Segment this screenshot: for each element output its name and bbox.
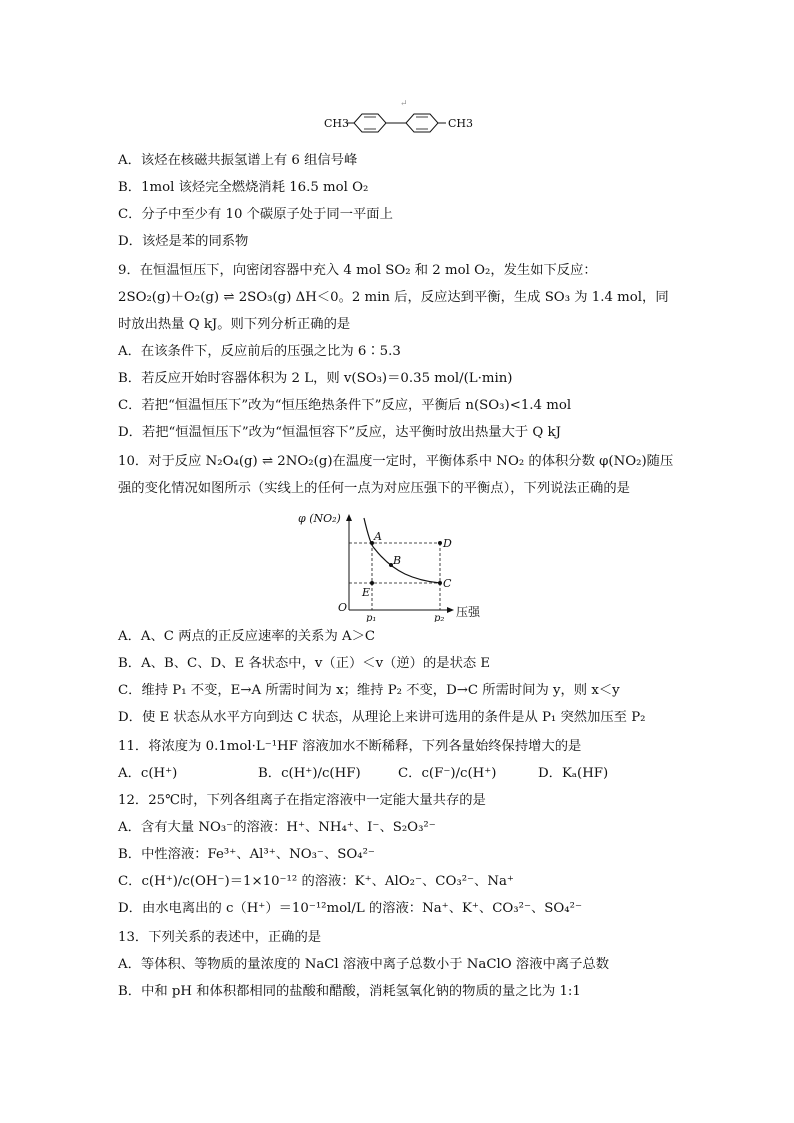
- graph-label-p2: p₂: [434, 613, 445, 622]
- graph-label-p1: p₁: [366, 613, 377, 622]
- q13-option-b: B．中和 pH 和体积都相同的盐酸和醋酸，消耗氢氧化钠的物质的量之比为 1:1: [118, 984, 581, 999]
- q12-stem: 12．25℃时，下列各组离子在指定溶液中一定能大量共存的是: [118, 793, 486, 808]
- q10-pressure-graph: [290, 506, 500, 622]
- q10-option-c: C．维持 P₁ 不变，E→A 所需时间为 x；维持 P₂ 不变，D→C 所需时间为 y，则 x＜y: [118, 683, 620, 698]
- q12-option-b: B．中性溶液：Fe³⁺、Al³⁺、NO₃⁻、SO₄²⁻: [118, 847, 375, 862]
- q13-stem: 13．下列关系的表述中，正确的是: [118, 930, 322, 945]
- q9-option-c: C．若把“恒温恒压下”改为“恒压绝热条件下”反应，平衡后 n(SO₃)<1.4 mol: [118, 398, 572, 413]
- q8-option-c: C．分子中至少有 10 个碳原子处于同一平面上: [118, 207, 393, 222]
- q12-option-a: A．含有大量 NO₃⁻的溶液：H⁺、NH₄⁺、I⁻、S₂O₃²⁻: [118, 820, 436, 835]
- q12-option-c: C．c(H⁺)/c(OH⁻)＝1×10⁻¹² 的溶液：K⁺、AlO₂⁻、CO₃²⁻、Na⁺: [118, 874, 514, 889]
- q13-option-a: A．等体积、等物质的量浓度的 NaCl 溶液中离子总数小于 NaClO 溶液中离子总数: [118, 957, 609, 972]
- q9-stem-line-1: 9．在恒温恒压下，向密闭容器中充入 4 mol SO₂ 和 2 mol O₂，发生如下反应：: [118, 263, 597, 278]
- structure-right-ch3: CH3: [448, 117, 474, 130]
- graph-y-axis-label: φ (NO₂): [298, 512, 341, 525]
- graph-point-e: [370, 581, 374, 585]
- graph-label-a: A: [374, 530, 382, 543]
- q10-stem-line-1: 10．对于反应 N₂O₄(g) ⇌ 2NO₂(g)在温度一定时，平衡体系中 NO₂ 的体积分数 φ(NO₂)随压: [118, 454, 674, 469]
- graph-x-axis-label: 压强: [456, 605, 481, 619]
- q10-option-a: A．A、C 两点的正反应速率的关系为 A＞C: [118, 629, 376, 644]
- q9-option-a: A．在该条件下，反应前后的压强之比为 6∶5.3: [118, 344, 401, 359]
- q9-stem-line-3: 时放出热量 Q kJ。则下列分析正确的是: [118, 317, 351, 332]
- q11-option-a: A．c(H⁺): [118, 766, 178, 781]
- q11-stem: 11．将浓度为 0.1mol·L⁻¹HF 溶液加水不断稀释，下列各量始终保持增大的是: [118, 739, 582, 754]
- q10-stem-line-2: 强的变化情况如图所示（实线上的任何一点为对应压强下的平衡点），下列说法正确的是: [118, 481, 630, 496]
- biphenyl-structure-figure: [318, 96, 488, 140]
- q11-option-c: C．c(F⁻)/c(H⁺): [398, 766, 497, 781]
- q10-option-d: D．使 E 状态从水平方向到达 C 状态，从理论上来讲可选用的条件是从 P₁ 突然加压至 P₂: [118, 710, 646, 725]
- q8-option-b: B．1mol 该烃完全燃烧消耗 16.5 mol O₂: [118, 180, 369, 195]
- q9-option-d: D．若把“恒温恒压下”改为“恒温恒容下”反应，达平衡时放出热量大于 Q kJ: [118, 425, 561, 440]
- structure-left-ch3: CH3: [324, 117, 350, 130]
- q8-option-d: D．该烃是苯的同系物: [118, 234, 249, 249]
- graph-origin-label: O: [338, 601, 348, 614]
- graph-point-c: [438, 581, 442, 585]
- q11-option-d: D．Kₐ(HF): [538, 766, 609, 781]
- graph-equilibrium-curve: [364, 518, 440, 583]
- graph-label-c: C: [443, 577, 452, 590]
- graph-label-e: E: [362, 586, 371, 599]
- graph-point-d: [438, 541, 442, 545]
- q9-stem-line-2: 2SO₂(g)＋O₂(g) ⇌ 2SO₃(g) ΔH＜0。2 min 后，反应达到平衡，生成 SO₃ 为 1.4 mol，同: [118, 290, 669, 305]
- q12-option-d: D．由水电离出的 c（H⁺）＝10⁻¹²mol/L 的溶液：Na⁺、K⁺、CO₃²⁻、SO₄²⁻: [118, 901, 582, 916]
- graph-label-b: B: [393, 554, 402, 567]
- q11-option-b: B．c(H⁺)/c(HF): [258, 766, 361, 781]
- graph-label-d: D: [443, 537, 452, 550]
- q8-option-a: A．该烃在核磁共振氢谱上有 6 组信号峰: [118, 153, 358, 168]
- q10-option-b: B．A、B、C、D、E 各状态中，v（正）＜v（逆）的是状态 E: [118, 656, 491, 671]
- structure-return-mark: ↵: [400, 99, 408, 109]
- q9-option-b: B．若反应开始时容器体积为 2 L，则 v(SO₃)＝0.35 mol/(L·min): [118, 371, 513, 386]
